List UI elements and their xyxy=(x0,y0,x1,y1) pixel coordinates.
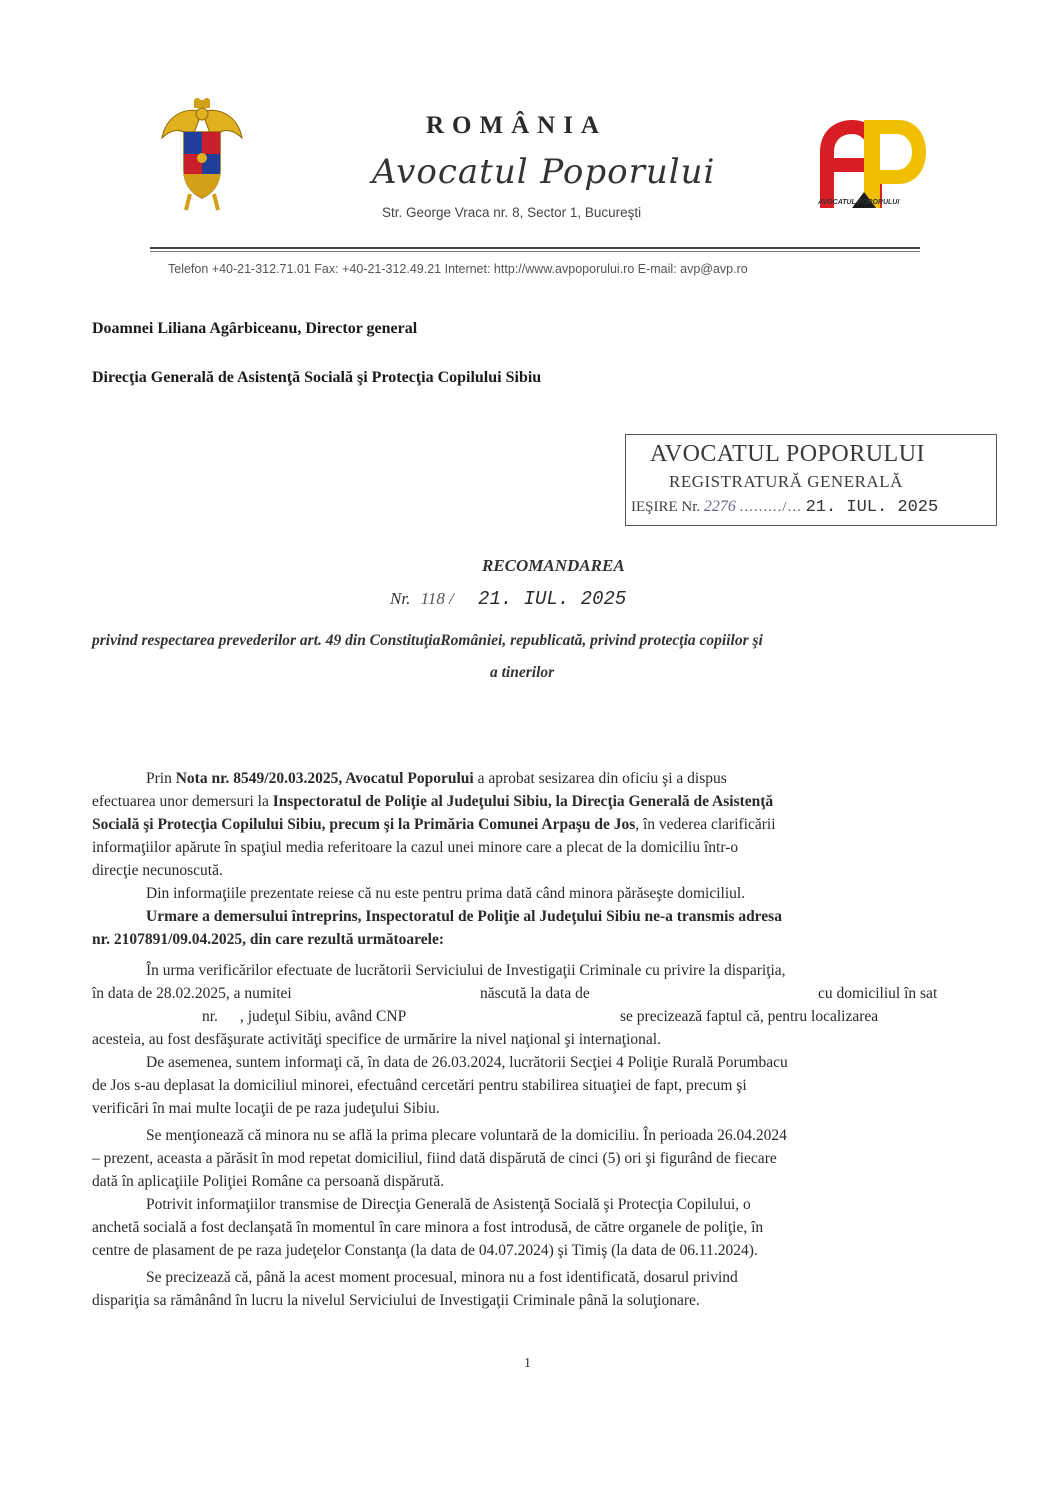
document-number-line xyxy=(390,588,626,610)
body-line: anchetă socială a fost declanşată în momentul în care minora a fost introdusă, de către organele de poliţie, în xyxy=(92,1219,764,1236)
stamp-date: 21. IUL. 2025 xyxy=(805,498,939,517)
country-title: ROMÂNIA xyxy=(426,112,607,139)
document-title: RECOMANDAREA xyxy=(482,556,625,575)
stamp-label: IEŞIRE Nr. xyxy=(631,499,701,515)
institution-name: Avocatul Poporului xyxy=(372,152,716,192)
body-line: Se menţionează că minora nu se află la prima plecare voluntară de la domiciliu. În perioada 26.04.2024 xyxy=(146,1127,787,1144)
body-line: Prin Nota nr. 8549/20.03.2025, Avocatul Poporului a aprobat sesizarea din oficiu şi a dispus xyxy=(146,770,727,787)
document-date: 21. IUL. 2025 xyxy=(478,588,627,610)
stamp-registration-line xyxy=(631,498,938,517)
body-line: – prezent, aceasta a părăsit în mod repetat domiciliul, fiind dată dispărută de cinci (5) ori şi figurând de fiecare xyxy=(92,1150,777,1167)
document-subject-line-1: privind respectarea prevederilor art. 49 din ConstituţiaRomâniei, republicată, privind protecţia copiilor şi xyxy=(92,632,763,649)
stamp-title: AVOCATUL POPORULUI xyxy=(650,441,926,467)
body-line: centre de plasament de pe raza judeţelor Constanţa (la data de 04.07.2024) şi Timiş (la data de 06.11.2024). xyxy=(92,1242,758,1259)
body-line: direcţie necunoscută. xyxy=(92,862,223,879)
document-number-label: Nr. xyxy=(390,589,411,608)
addressee-name: Doamnei Liliana Agârbiceanu, Director general xyxy=(92,320,418,337)
page-number: 1 xyxy=(524,1356,531,1371)
body-line: efectuarea unor demersuri la Inspectoratul de Poliţie al Judeţului Sibiu, la Direcţia Generală de Asistenţă xyxy=(92,793,774,810)
body-line: nr. 2107891/09.04.2025, din care rezultă următoarele: xyxy=(92,931,445,948)
body-line: dispariţia sa rămânând în lucru la nivelul Serviciului de Investigaţii Criminale până la soluţionare. xyxy=(92,1292,700,1309)
document-number-value: 118 / xyxy=(420,589,454,608)
body-line: Socială şi Protecţia Copilului Sibiu, precum şi la Primăria Comunei Arpaşu de Jos, în vederea clarificării xyxy=(92,816,776,833)
contact-line: Telefon +40-21-312.71.01 Fax: +40-21-312.49.21 Internet: http://www.avpoporului.ro E-mail: avp@avp.ro xyxy=(168,262,748,276)
body-line: informaţiilor apărute în spaţiul media referitoare la cazul unei minore care a plecat de la domiciliu într-o xyxy=(92,839,739,856)
body-line: În urma verificărilor efectuate de lucrătorii Serviciului de Investigaţii Criminale cu privire la dispariţia, xyxy=(146,962,786,979)
body-line: acesteia, au fost desfăşurate activităţi specifice de urmărire la nivel naţional şi internaţional. xyxy=(92,1031,661,1048)
body-line: Urmare a demersului întreprins, Inspectoratul de Poliţie al Judeţului Sibiu ne-a transmis adresa xyxy=(146,908,782,925)
body-line: în data de 28.02.2025, a numitei născută la data de cu domiciliul în sat xyxy=(92,985,938,1002)
stamp-subtitle: REGISTRATURĂ GENERALĂ xyxy=(669,472,903,491)
body-line: De asemenea, suntem informaţi că, în data de 26.03.2024, lucrătorii Secţiei 4 Poliţie Rurală Porumbacu xyxy=(146,1054,788,1071)
body-line: Se precizează că, până la acest moment procesual, minora nu a fost identificată, dosarul privind xyxy=(146,1269,738,1286)
avp-logo-caption: AVOCATUL POPORULUI xyxy=(818,199,900,206)
stamp-handwritten-number: 2276 xyxy=(703,498,736,515)
stamp-dots: ........./... xyxy=(739,499,802,515)
document-subject-line-2: a tinerilor xyxy=(490,664,555,681)
header-divider xyxy=(150,247,920,249)
body-line: verificări în mai multe locaţii de pe raza judeţului Sibiu. xyxy=(92,1100,440,1117)
body-line: Din informaţiile prezentate reiese că nu este pentru prima dată când minora părăseşte domiciliul. xyxy=(146,885,746,902)
body-line: dată în aplicaţiile Poliţiei Române ca persoană dispărută. xyxy=(92,1173,445,1190)
header-divider-thin xyxy=(150,251,920,252)
institution-address: Str. George Vraca nr. 8, Sector 1, Bucureşti xyxy=(382,205,642,220)
body-line: de Jos s-au deplasat la domiciliul minorei, efectuând cercetări pentru stabilirea situaţiei de fapt, precum şi xyxy=(92,1077,747,1094)
romania-coat-of-arms-icon xyxy=(160,98,244,214)
body-line: Potrivit informaţiilor transmise de Direcţia Generală de Asistenţă Socială şi Protecţia Copilului, o xyxy=(146,1196,751,1213)
addressee-institution: Direcţia Generală de Asistenţă Socială şi Protecţia Copilului Sibiu xyxy=(92,369,542,386)
